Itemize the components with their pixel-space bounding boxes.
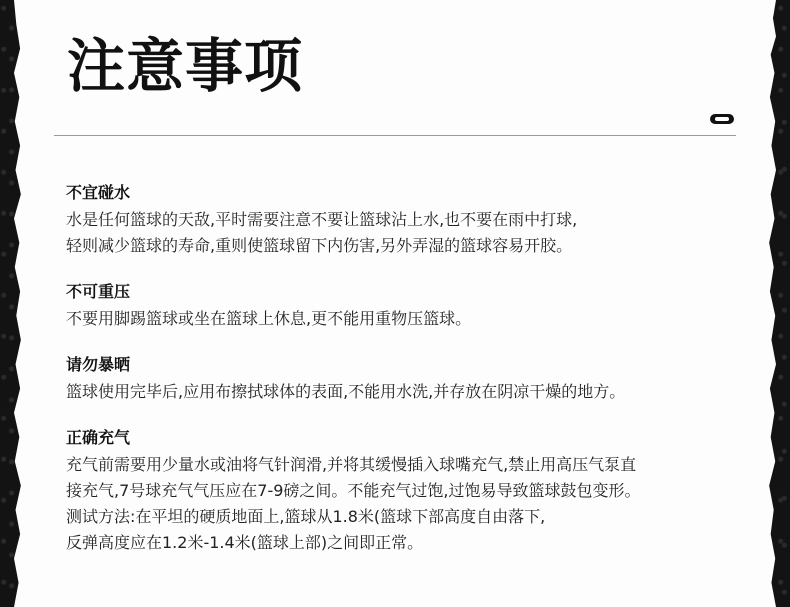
- notes-content: [66, 182, 746, 578]
- section-inflation: [66, 427, 746, 556]
- section-no-sun: [66, 354, 746, 405]
- section-body: [66, 306, 746, 332]
- page-title: 注意事项: [67, 32, 304, 100]
- body-line: 充气前需要用少量水或油将气针润滑,并将其缓慢插入球嘴充气,禁止用高压气泵直: [66, 455, 637, 474]
- section-body: [66, 207, 746, 259]
- section-heading: 请勿暴晒: [66, 355, 131, 374]
- pill-decoration-icon: [710, 114, 734, 124]
- section-heading: 不可重压: [66, 282, 131, 301]
- section-heading: 正确充气: [66, 428, 131, 447]
- body-line: 轻则减少篮球的寿命,重则使篮球留下内伤害,另外弄湿的篮球容易开胶。: [66, 236, 573, 255]
- body-line: 水是任何篮球的天敌,平时需要注意不要让篮球沾上水,也不要在雨中打球,: [66, 210, 578, 229]
- title-divider: [54, 135, 736, 136]
- section-body: [66, 452, 746, 556]
- body-line: 反弹高度应在1.2米-1.4米(篮球上部)之间即正常。: [66, 533, 424, 552]
- body-line: 测试方法:在平坦的硬质地面上,篮球从1.8米(篮球下部高度自由落下,: [66, 507, 546, 526]
- section-heading: 不宜碰水: [66, 183, 131, 202]
- body-line: 接充气,7号球充气气压应在7-9磅之间。不能充气过饱,过饱易导致篮球鼓包变形。: [66, 481, 641, 500]
- section-no-water: [66, 182, 746, 259]
- body-line: 篮球使用完毕后,应用布擦拭球体的表面,不能用水洗,并存放在阴凉干燥的地方。: [66, 382, 626, 401]
- body-line: 不要用脚踢篮球或坐在篮球上休息,更不能用重物压篮球。: [66, 309, 472, 328]
- section-no-pressure: [66, 281, 746, 332]
- section-body: [66, 379, 746, 405]
